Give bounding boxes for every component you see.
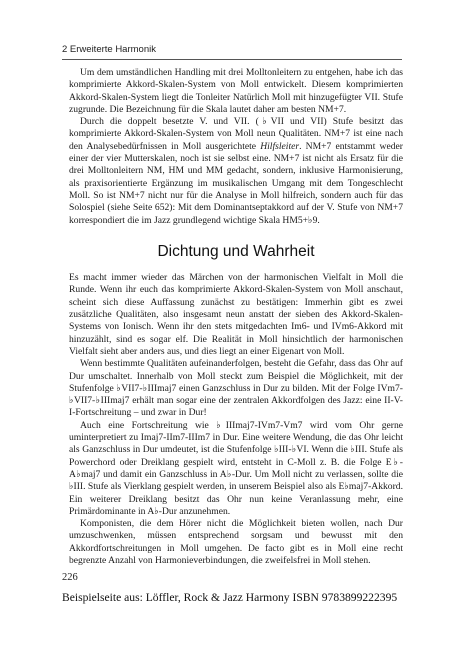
paragraph: Um dem umständlichen Handling mit drei Molltonleitern zu entgehen, habe ich das komprimierte Akkord-Skalen-System von Moll entwickelt. Diesem komprimierten Akkord-Skalen-System liegt die Tonleiter Natürlich Moll mit hinzugefügter VII. Stufe zugrunde. Die Bezeichnung für die Skala lautet daher am besten NM+7. xyxy=(69,67,403,115)
emphasis: Hilfsleiter xyxy=(260,140,300,152)
header-rule xyxy=(62,59,402,60)
paragraph: Komponisten, die dem Hörer nicht die Möglichkeit bieten wollen, nach Dur umzuschwenken, müssen entsprechend sorgsam und bewusst mit den Akkordfortschreitungen in Moll umgehen. De facto gibt es in Moll eine recht begrenzte Anzahl von Harmonieverbindungen, die zweifelsfrei in Moll stehen. xyxy=(69,518,403,566)
page-number: 226 xyxy=(62,572,78,583)
paragraph xyxy=(69,116,403,227)
main-text xyxy=(69,67,403,567)
running-head: 2 Erweiterte Harmonik xyxy=(62,44,156,55)
paragraph: Auch eine Fortschreitung wie ♭IIImaj7-IVm7-Vm7 wird vom Ohr gerne uminterpretiert zu Imaj7-IIm7-IIIm7 in Dur. Eine weitere Wendung, die das Ohr leicht als Ganzschluss in Dur umdeutet, ist die Stufenfolge ♭III-♭VI. Wenn die ♭III. Stufe als Powerchord oder Dreiklang gespielt wird, entsteht in C-Moll z. B. die Folge E♭-A♭maj7 und damit ein Ganzschluss in A♭-Dur. Um Moll nicht zu verlassen, sollte die ♭III. Stufe als Vierklang gespielt werden, in unserem Beispiel also als E♭maj7-Akkord. Ein weiterer Dreiklang besitzt das Ohr nun keine Veranlassung mehr, eine Primärdominante in A♭-Dur anzunehmen. xyxy=(69,419,403,517)
footer-source: Beispielseite aus: Löffler, Rock & Jazz Harmony ISBN 9783899222395 xyxy=(62,591,398,604)
section-title: Dichtung und Wahrheit xyxy=(157,242,315,260)
text-span: . NM+7 entstammt weder einer der vier Mutterskalen, noch ist sie selbst eine. NM+7 ist nicht als Ersatz für die drei Molltonleitern NM, HM und MM gedacht, sondern, inklusive Harmonisierung, als praxisorientierte Ergänzung im musikalischen Umgang mit dem Tongeschlecht Moll. So ist NM+7 nicht nur für die Analyse in Moll hilfreich, sondern auch für das Solospiel (siehe Seite 652): Mit dem Dominantseptakkord auf der V. Stufe von NM+7 korrespondiert die im Jazz grundlegend wichtige Skala HM5+♭9. xyxy=(69,140,403,226)
paragraph: Es macht immer wieder das Märchen von der harmonischen Vielfalt in Moll die Runde. Wenn ihr euch das komprimierte Akkord-Skalen-System von Moll anschaut, scheint sich diese Auffassung zunächst zu bestätigen: Immerhin gibt es zwei zusätzliche Qualitäten, also insgesamt neun anstatt der sieben des Akkord-Skalen-Systems von Ionisch. Wenn ihr den stets mitgedachten Im6- und IVm6-Akkord mit hinzuzählt, sind es sogar elf. Die Realität in Moll hinsichtlich der harmonischen Vielfalt sieht aber anders aus, und dies liegt an einer Eigenart von Moll. xyxy=(69,272,403,357)
paragraph: Wenn bestimmte Qualitäten aufeinanderfolgen, besteht die Gefahr, dass das Ohr auf Dur umschaltet. Innerhalb von Moll steckt zum Beispiel die Möglichkeit, mit der Stufenfolge ♭VII7-♭IIImaj7 einen Ganzschluss in Dur zu bilden. Mit der Folge IVm7-♭VII7-♭IIImaj7 erhält man sogar eine der zentralen Akkordfolgen des Jazz: eine II-V-I-Fortschreitung – und zwar in Dur! xyxy=(69,358,403,419)
text-span: Durch die doppelt besetzte V. und VII. (♭VII und VII) Stufe besitzt das komprimierte Akkord-Skalen-System von Moll neun Qualitäten. NM+7 ist eine nach den Analysebedürfnissen in Moll ausgerichtete xyxy=(69,116,403,152)
